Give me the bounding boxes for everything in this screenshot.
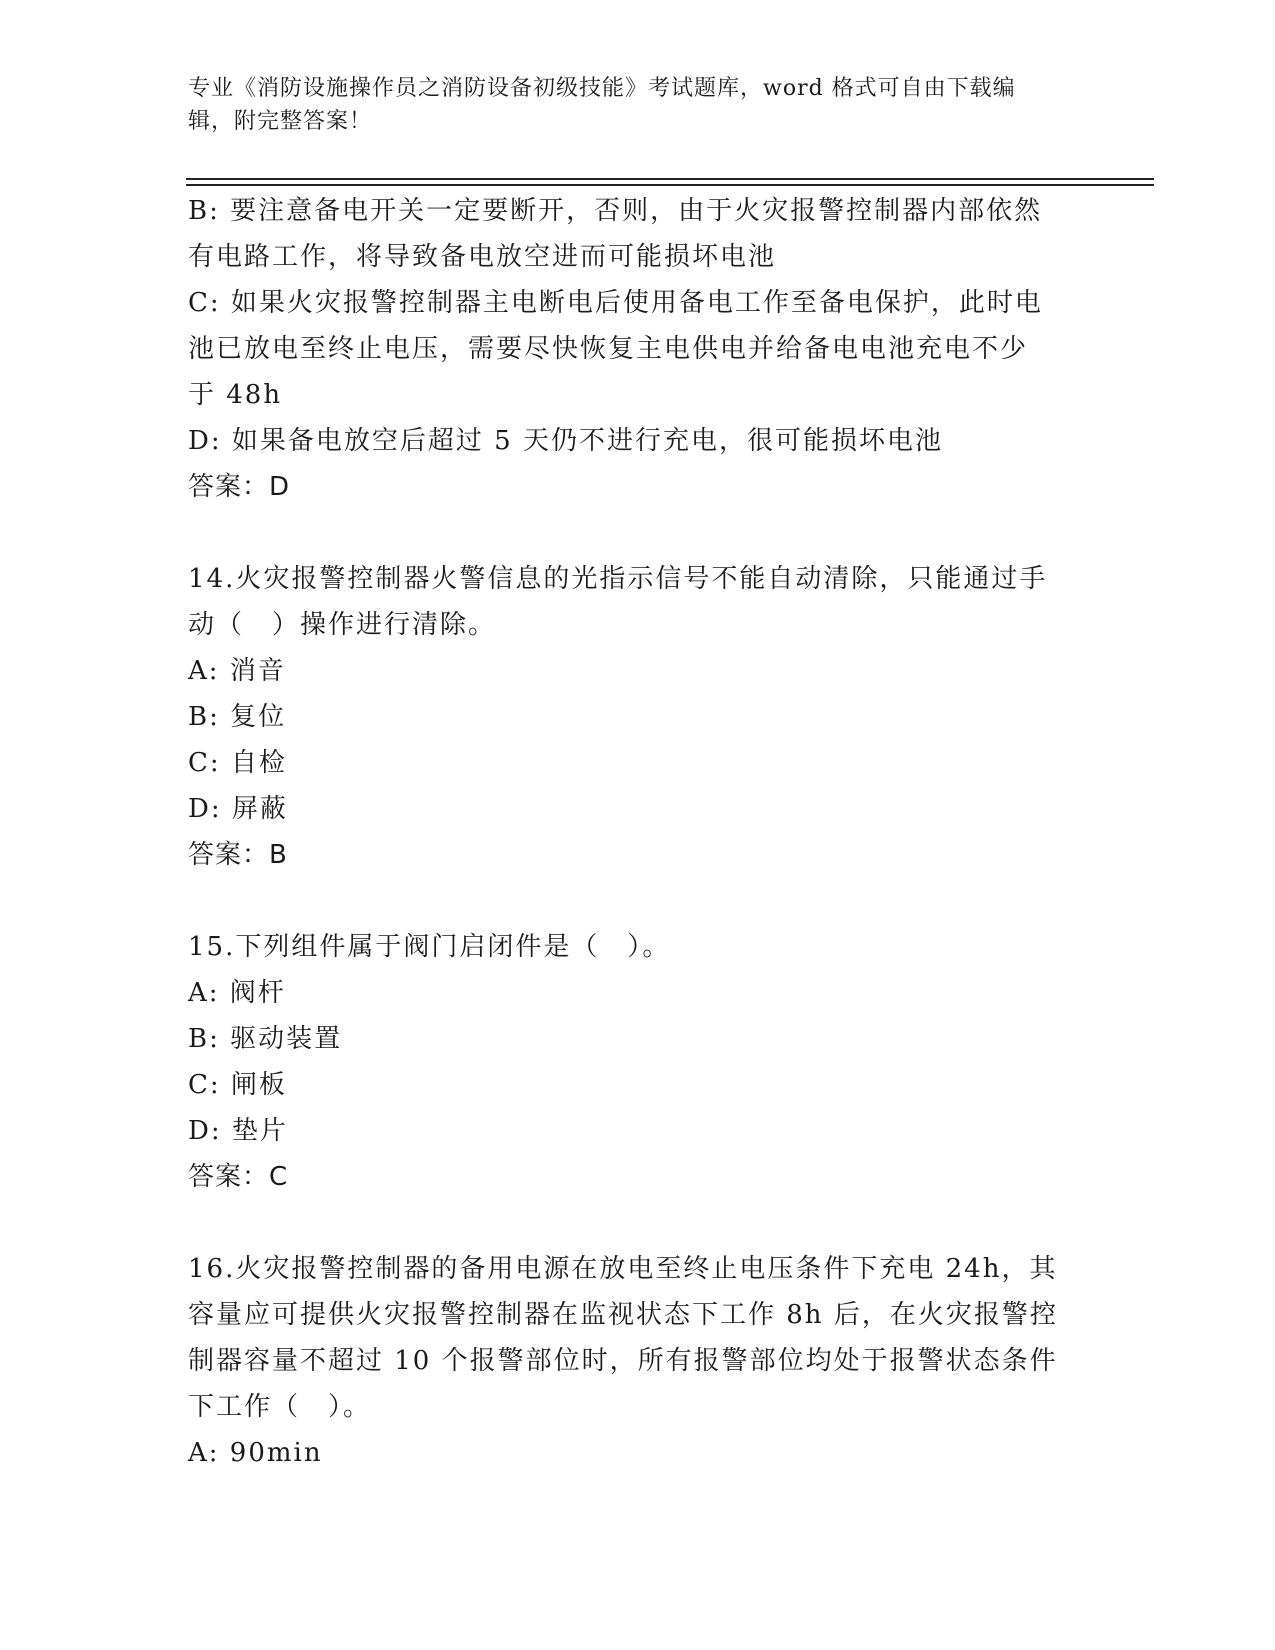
question-14-option-b: B: 复位 (188, 702, 287, 732)
question-14-stem-line-2: 动（ ）操作进行清除。 (188, 610, 497, 640)
option-c-line-1: C: 如果火灾报警控制器主电断电后使用备电工作至备电保护，此时电 (188, 288, 1043, 318)
header-line-2: 辑，附完整答案！ (188, 109, 373, 134)
spacer (188, 510, 1078, 556)
question-14 (188, 556, 1078, 878)
header-divider-top (186, 178, 1154, 180)
option-b-line-1: B: 要注意备电开关一定要断开，否则，由于火灾报警控制器内部依然 (188, 196, 1043, 226)
spacer (188, 878, 1078, 924)
option-c-line-3: 于 48h (188, 380, 283, 410)
question-15-stem-line-1: 15.下列组件属于阀门启闭件是（ ）。 (188, 932, 671, 962)
question-14-option-a: A: 消音 (188, 656, 286, 686)
question-16 (188, 1246, 1078, 1476)
answer-14: 答案：B (188, 840, 288, 870)
question-15-option-d: D: 垫片 (188, 1116, 288, 1146)
spacer (188, 1200, 1078, 1246)
question-13-continuation (188, 188, 1078, 510)
header-divider-bottom (186, 184, 1154, 186)
option-c-line-2: 池已放电至终止电压，需要尽快恢复主电供电并给备电电池充电不少 (188, 334, 1029, 364)
question-14-option-d: D: 屏蔽 (188, 794, 288, 824)
question-15 (188, 924, 1078, 1200)
question-list (188, 188, 1078, 1476)
question-16-stem-line-2: 容量应可提供火灾报警控制器在监视状态下工作 8h 后，在火灾报警控 (188, 1300, 1058, 1330)
question-15-option-c: C: 闸板 (188, 1070, 287, 1100)
answer-15: 答案：C (188, 1162, 289, 1192)
option-b-line-2: 有电路工作，将导致备电放空进而可能损坏电池 (188, 242, 777, 272)
question-16-option-a: A: 90min (188, 1438, 323, 1468)
question-14-stem-line-1: 14.火灾报警控制器火警信息的光指示信号不能自动清除，只能通过手 (188, 564, 1048, 594)
question-14-option-c: C: 自检 (188, 748, 287, 778)
question-15-option-a: A: 阀杆 (188, 978, 286, 1008)
option-d-line-1: D: 如果备电放空后超过 5 天仍不进行充电，很可能损坏电池 (188, 426, 943, 456)
question-16-stem-line-3: 制器容量不超过 10 个报警部位时，所有报警部位均处于报警状态条件 (188, 1346, 1058, 1376)
question-16-stem-line-4: 下工作（ ）。 (188, 1392, 372, 1422)
question-15-option-b: B: 驱动装置 (188, 1024, 343, 1054)
document-header (188, 72, 1068, 138)
answer-13: 答案：D (188, 472, 291, 502)
question-16-stem-line-1: 16.火灾报警控制器的备用电源在放电至终止电压条件下充电 24h，其 (188, 1254, 1058, 1284)
header-line-1: 专业《消防设施操作员之消防设备初级技能》考试题库，word 格式可自由下载编 (188, 76, 1016, 101)
